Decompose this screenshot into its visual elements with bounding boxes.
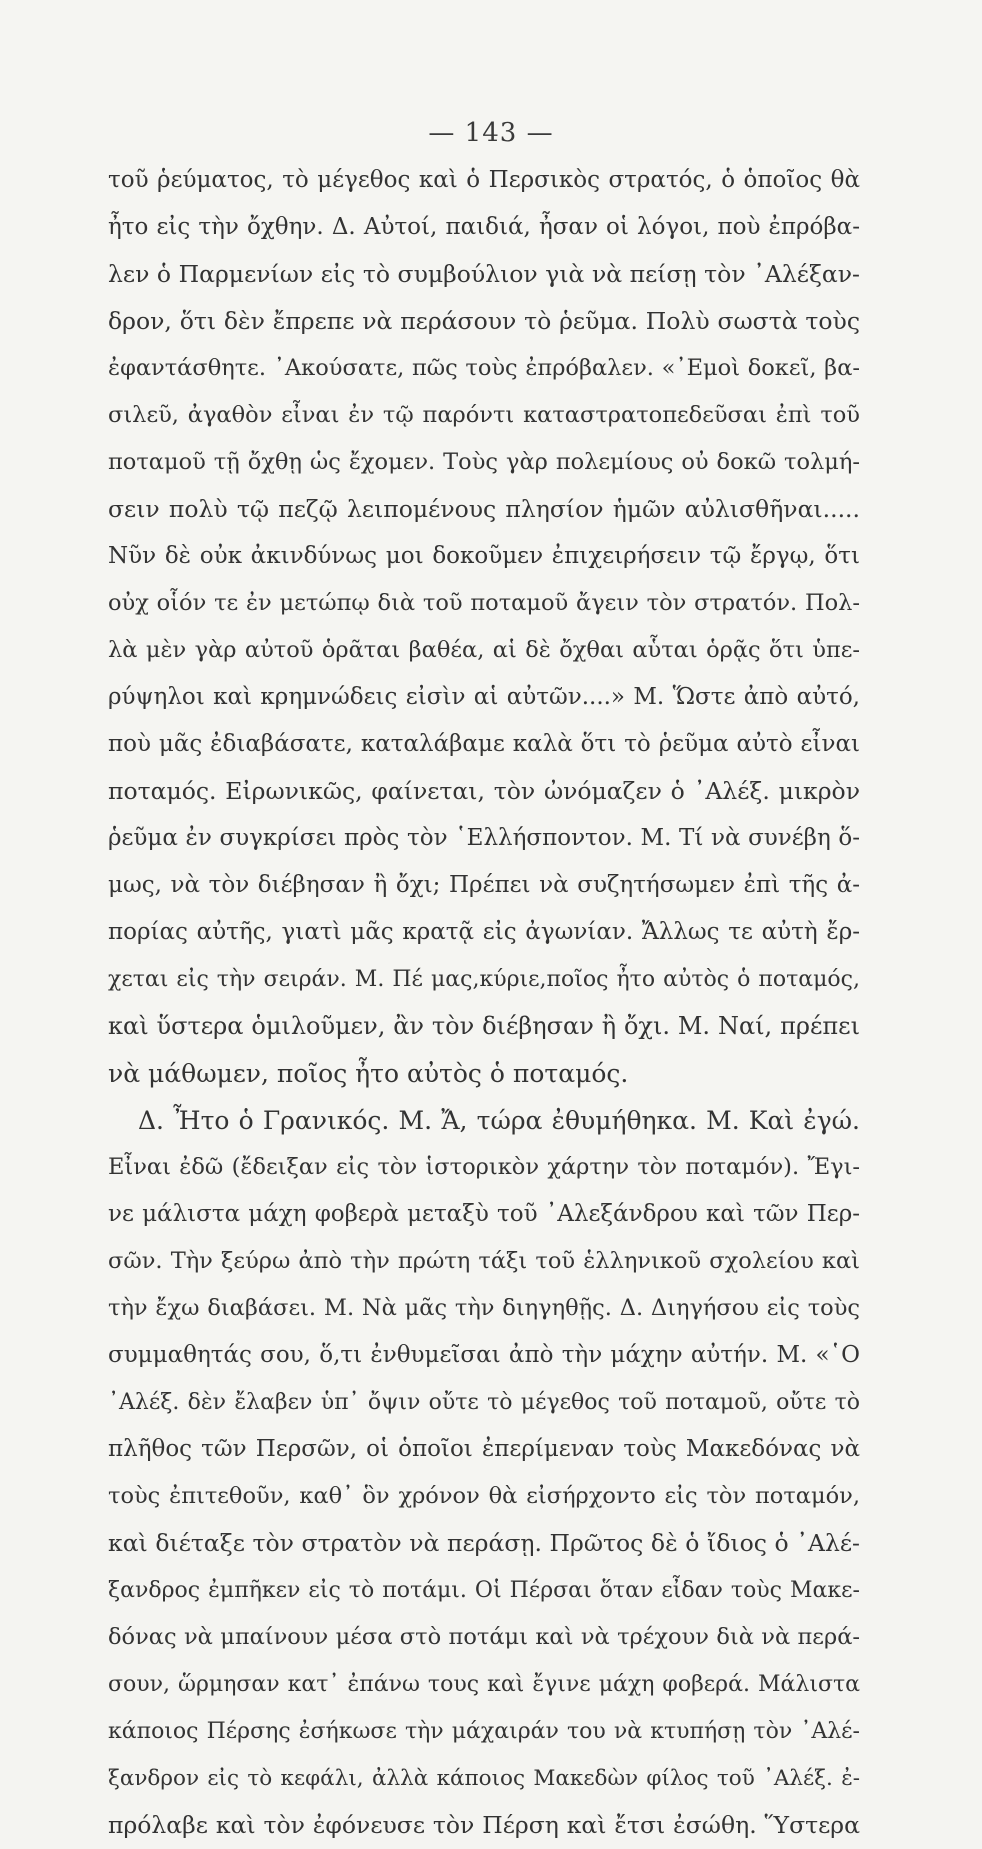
text-line: Εἶναι ἐδῶ (ἔδειξαν εἰς τὸν ἱστορικὸν χάρτην τὸν ποταμόν). Ἔγι- (108, 1154, 860, 1180)
text-line: ἦτο εἰς τὴν ὄχθην. Δ. Αὐτοί, παιδιά, ἦσαν οἱ λόγοι, ποὺ ἐπρόβα- (108, 214, 860, 240)
text-line: ποταμοῦ τῇ ὄχθῃ ὡς ἔχομεν. Τοὺς γὰρ πολεμίους οὐ δοκῶ τολμή- (108, 449, 860, 475)
text-line: σειν πολὺ τῷ πεζῷ λειπομένους πλησίον ἡμῶν αὐλισθῆναι..... (108, 495, 860, 523)
text-line: πλῆθος τῶν Περσῶν, οἱ ὁποῖοι ἐπερίμεναν τοὺς Μακεδόνας νὰ (108, 1436, 860, 1462)
text-line: ῥεῦμα ἐν συγκρίσει πρὸς τὸν ῾Ελλήσποντον. Μ. Τί νὰ συνέβη ὅ- (108, 825, 860, 851)
text-line: δόνας νὰ μπαίνουν μέσα στὸ ποτάμι καὶ νὰ τρέχουν διὰ νὰ περά- (108, 1624, 860, 1650)
text-line: μως, νὰ τὸν διέβησαν ἢ ὄχι; Πρέπει νὰ συζητήσωμεν ἐπὶ τῆς ἀ- (108, 872, 860, 898)
text-line: ἐφαντάσθητε. ᾿Ακούσατε, πῶς τοὺς ἐπρόβαλεν. «᾿Εμοὶ δοκεῖ, βα- (108, 355, 860, 381)
text-line: πορίας αὐτῆς, γιατὶ μᾶς κρατᾷ εἰς ἀγωνίαν. Ἄλλως τε αὐτὴ ἔρ- (108, 919, 860, 945)
text-line: ᾿Αλέξ. δὲν ἔλαβεν ὑπ᾿ ὄψιν οὔτε τὸ μέγεθος τοῦ ποταμοῦ, οὔτε τὸ (108, 1390, 860, 1415)
text-line: ρύψηλοι καὶ κρημνώδεις εἰσὶν αἱ αὐτῶν....» Μ. Ὥστε ἀπὸ αὐτό, (108, 684, 860, 710)
text-line: νε μάλιστα μάχη φοβερὰ μεταξὺ τοῦ ᾿Αλεξάνδρου καὶ τῶν Περ- (108, 1201, 860, 1227)
text-line: σουν, ὥρμησαν κατ᾿ ἐπάνω τους καὶ ἔγινε μάχη φοβερά. Μάλιστα (108, 1672, 860, 1697)
text-line: ποὺ μᾶς ἐδιαβάσατε, καταλάβαμε καλὰ ὅτι τὸ ῥεῦμα αὐτὸ εἶναι (108, 731, 860, 757)
text-line: τὴν ἔχω διαβάσει. Μ. Νὰ μᾶς τὴν διηγηθῇς. Δ. Διηγήσου εἰς τοὺς (108, 1295, 860, 1321)
text-line: πρόλαβε καὶ τὸν ἐφόνευσε τὸν Πέρση καὶ ἔτσι ἐσώθη. Ὕστερα (108, 1811, 860, 1839)
page-number: — 143 — (428, 118, 554, 148)
text-line: Δ. Ἦτο ὁ Γρανικός. Μ. Ἄ, τώρα ἐθυμήθηκα. Μ. Καὶ ἐγώ. (138, 1106, 860, 1135)
text-line: ξανδρον εἰς τὸ κεφάλι, ἀλλὰ κάποιος Μακεδὼν φίλος τοῦ ᾿Αλέξ. ἐ- (108, 1766, 860, 1791)
text-line: δρον, ὅτι δὲν ἔπρεπε νὰ περάσουν τὸ ῥεῦμα. Πολὺ σωστὰ τοὺς (108, 307, 860, 335)
text-line: κάποιος Πέρσης ἐσήκωσε τὴν μάχαιράν του νὰ κτυπήσῃ τὸν ᾿Αλέ- (108, 1719, 860, 1744)
text-line: οὐχ οἷόν τε ἐν μετώπῳ διὰ τοῦ ποταμοῦ ἄγειν τὸν στρατόν. Πολ- (108, 590, 860, 616)
text-line: λεν ὁ Παρμενίων εἰς τὸ συμβούλιον γιὰ νὰ πείσῃ τὸν ᾿Αλέξαν- (108, 260, 860, 288)
text-line: ξανδρος ἐμπῆκεν εἰς τὸ ποτάμι. Οἱ Πέρσαι ὅταν εἶδαν τοὺς Μακε- (108, 1578, 860, 1603)
text-line: Νῦν δὲ οὐκ ἀκινδύνως μοι δοκοῦμεν ἐπιχειρήσειν τῷ ἔργῳ, ὅτι (108, 543, 860, 569)
text-line: λὰ μὲν γὰρ αὐτοῦ ὁρᾶται βαθέα, αἱ δὲ ὄχθαι αὗται ὁρᾷς ὅτι ὑπε- (108, 637, 860, 663)
text-line: τοὺς ἐπιτεθοῦν, καθ᾿ ὃν χρόνον θὰ εἰσήρχοντο εἰς τὸν ποταμόν, (108, 1483, 860, 1509)
text-line: συμμαθητάς σου, ὅ,τι ἐνθυμεῖσαι ἀπὸ τὴν μάχην αὐτήν. Μ. «῾Ο (108, 1342, 860, 1368)
body-text (108, 157, 860, 1849)
text-line: νὰ μάθωμεν, ποῖος ἦτο αὐτὸς ὁ ποταμός. (108, 1059, 629, 1088)
text-line: σιλεῦ, ἀγαθὸν εἶναι ἐν τῷ παρόντι καταστρατοπεδεῦσαι ἐπὶ τοῦ (108, 402, 860, 428)
text-line: ποταμός. Εἰρωνικῶς, φαίνεται, τὸν ὠνόμαζεν ὁ ᾿Αλέξ. μικρὸν (108, 777, 860, 805)
text-line: σῶν. Τὴν ξεύρω ἀπὸ τὴν πρώτη τάξι τοῦ ἑλληνικοῦ σχολείου καὶ (108, 1248, 860, 1274)
text-line: καὶ διέταξε τὸν στρατὸν νὰ περάσῃ. Πρῶτος δὲ ὁ ἴδιος ὁ ᾿Αλέ- (108, 1529, 860, 1557)
text-line: καὶ ὕστερα ὁμιλοῦμεν, ἂν τὸν διέβησαν ἢ ὄχι. Μ. Ναί, πρέπει (108, 1012, 860, 1040)
text-line: χεται εἰς τὴν σειράν. Μ. Πέ μας,κύριε,ποῖος ἦτο αὐτὸς ὁ ποταμός, (108, 967, 860, 992)
text-line: τοῦ ῥεύματος, τὸ μέγεθος καὶ ὁ Περσικὸς στρατός, ὁ ὁποῖος θὰ (108, 167, 860, 193)
